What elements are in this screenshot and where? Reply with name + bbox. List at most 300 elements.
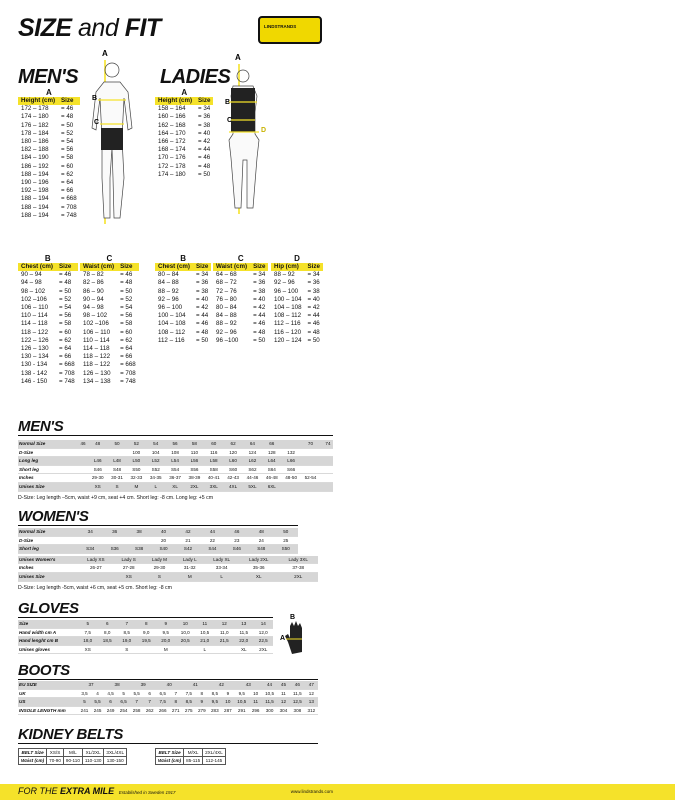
womens-grid-heading: WOMEN'S	[18, 508, 89, 525]
grid-cell	[78, 482, 88, 491]
men-c-letter: C	[106, 254, 113, 263]
size-value: = 38	[198, 121, 211, 129]
size-value: = 40	[307, 295, 320, 303]
grid-cell: 10,0	[176, 628, 196, 637]
men-b-head-size: Size	[58, 263, 72, 270]
grid-cell: S62	[243, 465, 262, 474]
size-row	[18, 212, 80, 220]
grid-cell: XS	[78, 645, 98, 654]
grid-cell: L48	[107, 457, 126, 466]
measure-range: 130 – 134	[21, 353, 49, 361]
size-row	[18, 353, 78, 361]
measure-range: 64 – 68	[216, 271, 237, 279]
grid-cell: 40-41	[204, 474, 223, 483]
size-row	[18, 329, 78, 337]
grid-cell: 128	[262, 448, 281, 457]
grid-cell: 50	[107, 440, 126, 448]
size-row	[80, 378, 139, 386]
grid-cell: Lady XL	[204, 556, 239, 564]
grid-cell: 9	[156, 620, 176, 628]
measure-range: 104 – 108	[274, 304, 302, 312]
size-row	[80, 312, 139, 320]
grid-cell	[323, 482, 333, 491]
grid-cell	[107, 448, 126, 457]
grid-cell: 12	[305, 689, 318, 698]
grid-cell	[78, 536, 102, 545]
grid-cell: 42	[176, 528, 200, 536]
grid-cell: 8,5	[182, 698, 195, 707]
svg-text:A: A	[235, 53, 241, 62]
grid-cell: Lady L	[175, 556, 204, 564]
grid-cell: 27-28	[114, 564, 144, 573]
grid-cell: 14	[254, 620, 274, 628]
measure-range: 102 –106	[83, 320, 109, 328]
grid-cell: 47	[305, 681, 318, 689]
grid-cell: 2XL	[185, 482, 204, 491]
grid-cell: Lady 3XL	[278, 556, 318, 564]
size-value: = 60	[58, 328, 72, 336]
grid-cell: 11,0	[215, 628, 235, 637]
grid-cell: S56	[185, 465, 204, 474]
grid-cell	[137, 645, 157, 654]
measure-range: 158 – 164	[158, 105, 186, 113]
grid-cell: 32-33	[127, 474, 146, 483]
grid-row-label: Short leg	[18, 545, 78, 554]
measure-range: 68 – 72	[216, 279, 237, 287]
size-value: = 66	[120, 353, 133, 361]
grid-cell: 64	[243, 440, 262, 448]
grid-cell: L	[195, 645, 215, 654]
grid-row	[18, 681, 318, 689]
grid-cell: 38	[127, 528, 151, 536]
grid-cell: L	[146, 482, 165, 491]
grid-cell: 304	[277, 706, 290, 715]
grid-cell: 20,0	[156, 637, 176, 646]
size-value: = 66	[61, 187, 74, 195]
size-value: = 56	[120, 312, 133, 320]
grid-cell: 271	[169, 706, 182, 715]
measure-range: 72 – 76	[216, 287, 237, 295]
size-row	[18, 345, 78, 353]
grid-cell: 3,5	[78, 689, 91, 698]
mens-grid-rule	[18, 435, 333, 436]
size-row	[80, 345, 139, 353]
glove-hand-icon	[280, 612, 310, 662]
grid-row-label: UK	[18, 689, 78, 698]
size-value: = 46	[198, 154, 211, 162]
grid-cell: S	[107, 482, 126, 491]
size-row	[155, 279, 211, 287]
ladies-heading: LADIES	[160, 66, 231, 88]
grid-cell: 9	[221, 689, 234, 698]
grid-cell: 44	[200, 528, 224, 536]
size-value: = 50	[198, 170, 211, 178]
size-row	[271, 288, 323, 296]
size-value: = 58	[61, 154, 74, 162]
grid-cell: 5	[117, 689, 130, 698]
grid-row	[18, 457, 333, 466]
grid-cell: 52-54	[301, 474, 320, 483]
men-a-head-height: Height (cm)	[21, 97, 56, 104]
grid-row-label: Size	[18, 620, 78, 628]
size-value: = 44	[195, 312, 209, 320]
size-row	[271, 271, 323, 279]
grid-cell: S66	[281, 465, 300, 474]
grid-row	[18, 620, 273, 628]
measure-range: 110 – 114	[83, 336, 110, 344]
grid-cell: XL	[234, 645, 254, 654]
size-row	[80, 296, 139, 304]
ladies-b-letter: B	[180, 254, 187, 263]
grid-cell: 7	[143, 698, 156, 707]
footer-established: Established in Sweden 1917	[118, 790, 176, 795]
size-value: = 36	[307, 279, 320, 287]
size-value: = 56	[61, 146, 74, 154]
size-row	[155, 304, 211, 312]
measure-range: 160 – 166	[158, 113, 186, 121]
size-row	[155, 271, 211, 279]
size-value: = 34	[307, 271, 320, 279]
grid-cell: XL	[165, 482, 184, 491]
size-row	[80, 320, 139, 328]
grid-cell	[102, 536, 126, 545]
womens-grid-note: D-Size: Leg length -5cm, waist +6 cm, seat +5 cm. Short leg: -8 cm	[18, 584, 172, 591]
size-row	[271, 304, 323, 312]
size-row	[18, 361, 78, 369]
female-figure-icon	[205, 48, 275, 218]
ladies-d-head-size: Size	[307, 263, 320, 270]
grid-cell: XS	[88, 482, 107, 491]
size-value: = 46	[253, 320, 266, 328]
ladies-c-letter: C	[237, 254, 244, 263]
size-row	[213, 271, 268, 279]
grid-cell	[301, 457, 320, 466]
grid-cell: L64	[262, 457, 281, 466]
footer-tagline	[18, 786, 175, 796]
grid-cell: 3XL	[204, 482, 223, 491]
grid-row	[18, 628, 273, 637]
grid-cell: S48	[249, 545, 273, 554]
grid-cell: 12	[215, 620, 235, 628]
grid-cell: S42	[176, 545, 200, 554]
grid-cell: 100	[127, 448, 146, 457]
size-row	[213, 329, 268, 337]
grid-cell: 36	[102, 528, 126, 536]
grid-cell: 5	[78, 698, 91, 707]
grid-cell: 48	[249, 528, 273, 536]
male-figure-icon	[80, 48, 150, 228]
measure-range: 188 – 194	[21, 170, 49, 178]
size-value: = 44	[253, 312, 266, 320]
size-value: = 34	[253, 271, 266, 279]
size-row	[18, 312, 78, 320]
size-value: = 52	[61, 129, 74, 137]
size-value: = 48	[253, 328, 266, 336]
grid-cell: 5,5	[91, 698, 104, 707]
size-value: = 48	[61, 113, 74, 121]
size-value: = 748	[61, 211, 77, 219]
grid-cell	[323, 465, 333, 474]
size-row	[155, 312, 211, 320]
grid-cell: 25	[274, 536, 299, 545]
measure-range: 104 – 108	[158, 320, 186, 328]
measure-range: 80 – 84	[216, 304, 237, 312]
grid-cell: 11,5	[290, 689, 305, 698]
size-value: = 42	[198, 138, 211, 146]
measure-range: 126 – 130	[21, 345, 49, 353]
grid-cell: 26-27	[78, 564, 114, 573]
grid-cell: S46	[225, 545, 249, 554]
grid-row-label: D-Size	[18, 536, 78, 545]
size-row	[18, 179, 80, 187]
size-value: = 42	[195, 304, 209, 312]
size-value: = 66	[58, 353, 72, 361]
measure-range: 114 – 118	[83, 345, 110, 353]
grid-cell: S58	[204, 465, 223, 474]
grid-cell: 54	[146, 440, 165, 448]
grid-cell: 24	[249, 536, 273, 545]
grid-cell: L54	[165, 457, 184, 466]
belt-cell: 3XL/4XL	[104, 749, 127, 757]
boots-rule	[18, 679, 318, 680]
size-row	[18, 370, 78, 378]
belt-row-label: Waist (cm)	[156, 757, 184, 765]
grid-cell: 11	[277, 689, 290, 698]
size-value: = 64	[58, 345, 72, 353]
men-c-head-size: Size	[120, 263, 133, 270]
grid-cell: 10,5	[262, 689, 277, 698]
svg-text:C: C	[94, 119, 100, 126]
size-value: = 52	[120, 295, 133, 303]
grid-cell: 22,5	[254, 637, 274, 646]
belt-row	[19, 757, 127, 765]
grid-cell	[78, 457, 88, 466]
size-row	[271, 320, 323, 328]
grid-row-label: Unisex gloves	[18, 645, 78, 654]
size-row	[80, 370, 139, 378]
belt-cell: 110-130	[82, 757, 104, 765]
grid-cell: 38	[104, 681, 130, 689]
size-row	[18, 187, 80, 195]
size-row	[213, 296, 268, 304]
size-row	[18, 163, 80, 171]
grid-cell: 21,5	[215, 637, 235, 646]
measure-range: 112 – 116	[158, 336, 185, 344]
grid-cell: XS	[114, 572, 144, 581]
size-row	[213, 288, 268, 296]
grid-cell: 312	[305, 706, 318, 715]
size-value: = 42	[253, 304, 266, 312]
measure-range: 172 – 178	[158, 162, 186, 170]
grid-cell: S50	[127, 465, 146, 474]
measure-range: 94 – 98	[21, 279, 42, 287]
grid-cell: 56	[165, 440, 184, 448]
grid-cell: S40	[151, 545, 175, 554]
size-row	[80, 304, 139, 312]
grid-cell: 283	[208, 706, 221, 715]
grid-cell: L58	[204, 457, 223, 466]
footer-bar	[0, 784, 675, 800]
page-title	[18, 14, 161, 43]
svg-text:C: C	[227, 117, 233, 124]
size-value: = 38	[253, 287, 266, 295]
grid-cell: 20	[151, 536, 175, 545]
measure-range: 106 – 110	[83, 328, 111, 336]
measure-range: 100 – 104	[274, 295, 302, 303]
measure-range: 116 – 120	[274, 328, 302, 336]
measure-range: 126 – 130	[83, 369, 111, 377]
size-value: = 40	[195, 295, 209, 303]
grid-row	[18, 698, 318, 707]
size-row	[155, 171, 213, 179]
grid-cell: M	[156, 645, 176, 654]
grid-cell: 279	[195, 706, 208, 715]
size-row	[155, 105, 213, 113]
grid-cell: S54	[165, 465, 184, 474]
grid-cell: 35-36	[239, 564, 278, 573]
grid-cell	[98, 645, 118, 654]
size-row	[155, 288, 211, 296]
grid-cell: 241	[78, 706, 91, 715]
grid-cell: 7,5	[156, 698, 169, 707]
grid-cell: 48	[88, 440, 107, 448]
grid-cell	[78, 474, 88, 483]
belt-cell: XS/S	[47, 749, 64, 757]
gloves-grid	[18, 620, 273, 654]
belt-cell: M/L	[63, 749, 82, 757]
grid-cell: 58	[185, 440, 204, 448]
mens-heading: MEN'S	[18, 66, 79, 88]
measure-range: 108 – 112	[158, 328, 186, 336]
measure-range: 188 – 194	[21, 203, 49, 211]
size-value: = 62	[61, 170, 74, 178]
measure-range: 92 – 96	[158, 295, 179, 303]
belt-row-label: BELT Size	[156, 749, 184, 757]
grid-cell: 50	[274, 528, 299, 536]
size-value: = 668	[61, 195, 77, 203]
size-row	[271, 337, 323, 345]
grid-cell: 10	[176, 620, 196, 628]
grid-cell: 4XL	[223, 482, 242, 491]
grid-cell: 74	[323, 440, 333, 448]
belt-cell: 90-110	[63, 757, 82, 765]
measure-range: 120 – 124	[274, 336, 302, 344]
ladies-d-letter: D	[294, 254, 300, 263]
grid-cell: 42-43	[223, 474, 242, 483]
grid-cell: 8	[137, 620, 157, 628]
belt-cell: 130-150	[104, 757, 127, 765]
size-row	[80, 279, 139, 287]
grid-cell: 30-31	[107, 474, 126, 483]
grid-cell: 23	[225, 536, 249, 545]
grid-cell: 22,0	[234, 637, 254, 646]
grid-cell: S	[144, 572, 175, 581]
size-row	[271, 279, 323, 287]
grid-cell: 6,5	[156, 689, 169, 698]
grid-cell	[215, 645, 235, 654]
measure-range: 92 – 96	[216, 328, 237, 336]
size-value: = 42	[307, 304, 320, 312]
measure-range: 82 – 86	[83, 279, 104, 287]
grid-cell: 10	[221, 698, 234, 707]
measure-range: 192 – 198	[21, 187, 49, 195]
size-row	[155, 154, 213, 162]
size-value: = 54	[120, 304, 133, 312]
grid-row-label: D-Size	[18, 448, 78, 457]
grid-row-label: Unisex Size	[18, 482, 78, 491]
grid-cell: 41	[182, 681, 208, 689]
belt-row-label: BELT Size	[19, 749, 47, 757]
size-value: = 44	[198, 146, 211, 154]
footer-url[interactable]: www.lindstrands.com	[290, 789, 333, 794]
grid-row-label: INSOLE LENGTH mm	[18, 706, 78, 715]
grid-cell: 245	[91, 706, 104, 715]
size-value: = 46	[61, 105, 74, 113]
grid-cell: 6	[143, 689, 156, 698]
size-value: = 48	[198, 162, 211, 170]
measure-range: 190 – 196	[21, 179, 49, 187]
grid-cell: 9	[195, 698, 208, 707]
size-row	[18, 279, 78, 287]
grid-cell: 34-35	[146, 474, 165, 483]
grid-row-label: Inches	[18, 474, 78, 483]
measure-range: 90 – 94	[83, 295, 104, 303]
size-row	[155, 122, 213, 130]
grid-cell: S60	[223, 465, 242, 474]
grid-cell: 8,5	[117, 628, 137, 637]
grid-cell: 18,5	[98, 637, 118, 646]
size-row	[18, 195, 80, 203]
measure-range: 98 – 102	[21, 287, 46, 295]
kidney-rule	[18, 743, 318, 744]
grid-cell: L66	[281, 457, 300, 466]
size-row	[18, 122, 80, 130]
grid-cell: 36-37	[165, 474, 184, 483]
grid-cell	[281, 440, 300, 448]
size-value: = 44	[307, 312, 320, 320]
grid-cell: 266	[156, 706, 169, 715]
kidney-heading: KIDNEY BELTS	[18, 726, 124, 743]
grid-cell: 7,5	[78, 628, 98, 637]
grid-cell: 22	[200, 536, 224, 545]
grid-cell: 20,5	[176, 637, 196, 646]
measure-range: 168 – 174	[158, 146, 186, 154]
grid-cell: 38-39	[185, 474, 204, 483]
measure-range: 102 –106	[21, 295, 47, 303]
grid-row	[18, 545, 298, 554]
grid-cell	[323, 457, 333, 466]
size-row	[213, 304, 268, 312]
size-value: = 50	[120, 287, 133, 295]
grid-row	[18, 556, 318, 564]
svg-text:B: B	[225, 99, 231, 106]
grid-cell: 7	[117, 620, 137, 628]
measure-range: 138 - 142	[21, 369, 48, 377]
grid-cell: S48	[107, 465, 126, 474]
size-row	[80, 353, 139, 361]
size-value: = 40	[253, 295, 266, 303]
grid-row-label: Short leg	[18, 465, 78, 474]
men-waist-table	[80, 254, 139, 386]
grid-cell: 254	[117, 706, 130, 715]
measure-range: 166 – 172	[158, 138, 186, 146]
grid-row	[18, 536, 298, 545]
grid-cell: S46	[88, 465, 107, 474]
grid-cell: Lady M	[144, 556, 175, 564]
size-value: = 50	[61, 121, 74, 129]
measure-range: 170 – 176	[158, 154, 186, 162]
men-a-head-size: Size	[61, 97, 74, 104]
